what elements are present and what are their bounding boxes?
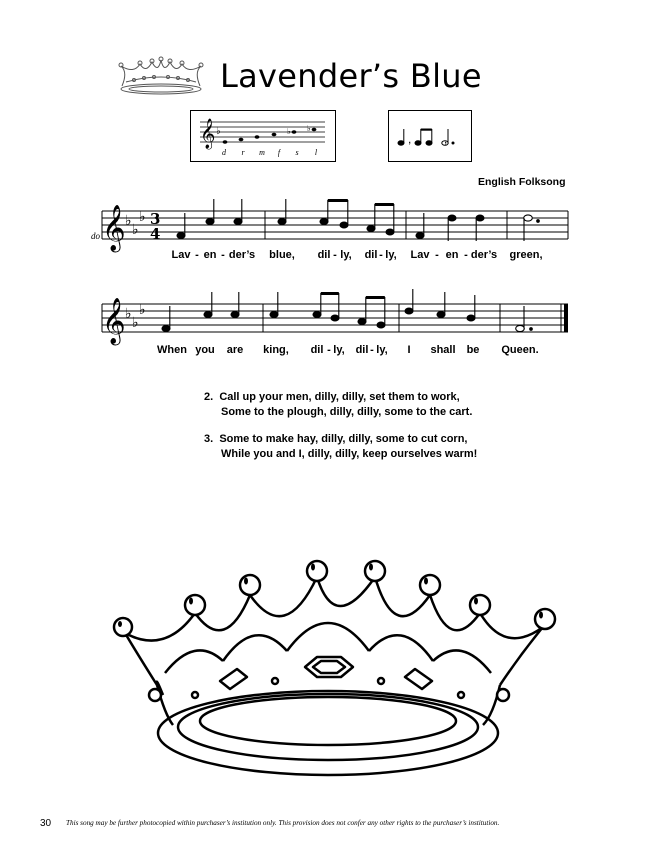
key-signature — [125, 302, 146, 331]
verse-number: 3. — [204, 433, 214, 445]
rhythm-pattern-box — [388, 110, 472, 162]
footnote: This song may be further photocopied within purchaser’s institution only. This provision does not confer any other rights to the purchaser’s institution. — [66, 819, 500, 827]
svg-text:♭: ♭ — [139, 209, 146, 225]
solfege-label: r — [241, 148, 245, 157]
page-number: 30 — [40, 818, 52, 829]
music-staff-1 — [98, 195, 573, 255]
rhythm-comma: , — [444, 132, 448, 146]
attribution: English Folksong — [478, 176, 566, 188]
page-title: Lavender’s Blue — [220, 57, 482, 95]
rhythm-comma: , — [408, 132, 412, 146]
large-crown-illustration — [95, 555, 565, 780]
verses — [204, 390, 477, 474]
solfege-label: f — [277, 148, 281, 157]
svg-text:♭: ♭ — [287, 127, 291, 136]
verse-line: While you and I, dilly, dilly, keep ourselves warm! — [221, 448, 478, 460]
solfege-label: s — [295, 148, 299, 157]
treble-clef-icon: 𝄞 — [200, 119, 216, 149]
svg-text:4: 4 — [150, 225, 161, 243]
time-signature — [150, 210, 160, 243]
treble-clef-icon: 𝄞 — [102, 205, 126, 251]
treble-clef-icon: 𝄞 — [102, 298, 126, 344]
svg-text:♭: ♭ — [125, 306, 132, 322]
verse-2 — [204, 390, 477, 420]
svg-text:♭: ♭ — [307, 124, 311, 133]
solfege-label: l — [314, 148, 318, 157]
solfege-label: m — [259, 148, 265, 157]
verse-line: Call up your men, dilly, dilly, set them to work, — [219, 391, 460, 403]
svg-text:♭: ♭ — [132, 315, 139, 331]
svg-text:3: 3 — [150, 210, 161, 228]
verse-3 — [204, 432, 477, 462]
svg-text:♭: ♭ — [139, 302, 146, 318]
verse-line: Some to make hay, dilly, dilly, some to cut corn, — [219, 433, 468, 445]
verse-line: Some to the plough, dilly, dilly, some to the cart. — [221, 406, 473, 418]
solfege-label: d — [222, 148, 226, 157]
svg-text:♭: ♭ — [125, 213, 132, 229]
key-label: do — [91, 231, 100, 241]
svg-text:♭: ♭ — [132, 222, 139, 238]
flat-icon: ♭ — [216, 126, 221, 137]
verse-number: 2. — [204, 391, 214, 403]
key-signature — [125, 209, 146, 238]
small-crown-icon — [118, 56, 204, 96]
music-staff-2 — [98, 290, 573, 350]
